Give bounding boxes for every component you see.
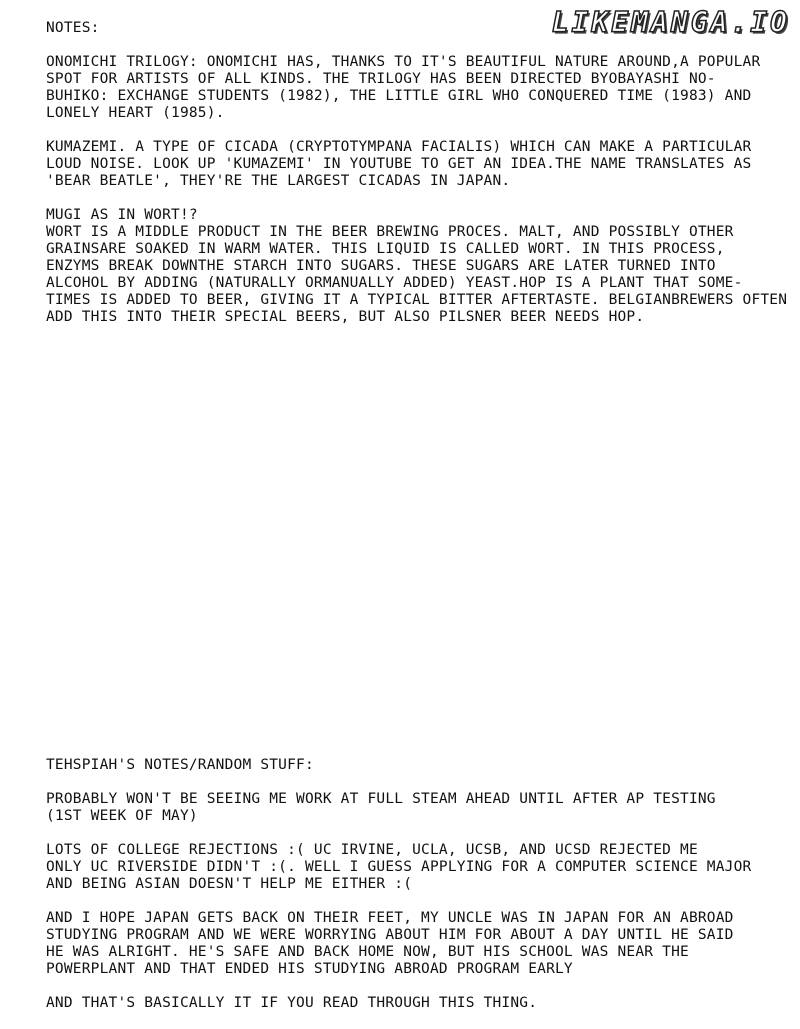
note-japan [46,910,776,978]
note-line: KUMAZEMI. A TYPE OF CICADA (CRYPTOTYMPANA FACIALIS) WHICH CAN MAKE A PARTICULAR [46,139,752,155]
note-line: AND I HOPE JAPAN GETS BACK ON THEIR FEET, MY UNCLE WAS IN JAPAN FOR AN ABROAD [46,910,734,926]
note-line: LOTS OF COLLEGE REJECTIONS :( UC IRVINE, UCLA, UCSB, AND UCSD REJECTED ME [46,842,698,858]
notes-section [46,20,788,343]
note-line: WORT IS A MIDDLE PRODUCT IN THE BEER BREWING PROCES. MALT, AND POSSIBLY OTHER [46,224,734,240]
note-line: (1ST WEEK OF MAY) [46,808,198,824]
note-onomichi-trilogy [46,54,776,122]
note-line: ADD THIS INTO THEIR SPECIAL BEERS, BUT ALSO PILSNER BEER NEEDS HOP. [46,309,645,325]
note-line: MUGI AS IN WORT!? [46,207,198,223]
note-line: ONOMICHI TRILOGY: ONOMICHI HAS, THANKS TO IT'S BEAUTIFUL NATURE AROUND,A POPULAR [46,54,761,70]
note-line: BUHIKO: EXCHANGE STUDENTS (1982), THE LITTLE GIRL WHO CONQUERED TIME (1983) AND [46,88,752,104]
tehspiah-heading: TEHSPIAH'S NOTES/RANDOM STUFF: [46,757,314,773]
note-line: HE WAS ALRIGHT. HE'S SAFE AND BACK HOME NOW, BUT HIS SCHOOL WAS NEAR THE [46,944,689,960]
note-line: ONLY UC RIVERSIDE DIDN'T :(. WELL I GUESS APPLYING FOR A COMPUTER SCIENCE MAJOR [46,859,752,875]
notes-heading: NOTES: [46,20,100,36]
note-wort [46,207,788,326]
note-closing [46,995,776,1012]
note-kumazemi [46,139,776,190]
note-line: PROBABLY WON'T BE SEEING ME WORK AT FULL STEAM AHEAD UNTIL AFTER AP TESTING [46,791,716,807]
note-line: TIMES IS ADDED TO BEER, GIVING IT A TYPICAL BITTER AFTERTASTE. BELGIANBREWERS OFTEN [46,292,788,308]
note-line: 'BEAR BEATLE', THEY'RE THE LARGEST CICADAS IN JAPAN. [46,173,511,189]
note-line: STUDYING PROGRAM AND WE WERE WORRYING ABOUT HIM FOR ABOUT A DAY UNTIL HE SAID [46,927,734,943]
tehspiah-notes-section [46,757,776,1029]
note-line: GRAINSARE SOAKED IN WARM WATER. THIS LIQUID IS CALLED WORT. IN THIS PROCESS, [46,241,725,257]
site-watermark: LIKEMANGA.IO [551,6,790,39]
note-line: LOUD NOISE. LOOK UP 'KUMAZEMI' IN YOUTUBE TO GET AN IDEA.THE NAME TRANSLATES AS [46,156,752,172]
note-line: AND THAT'S BASICALLY IT IF YOU READ THROUGH THIS THING. [46,995,538,1011]
note-line: ALCOHOL BY ADDING (NATURALLY ORMANUALLY ADDED) YEAST.HOP IS A PLANT THAT SOME- [46,275,743,291]
note-ap-testing [46,791,776,825]
note-line: POWERPLANT AND THAT ENDED HIS STUDYING ABROAD PROGRAM EARLY [46,961,573,977]
note-line: SPOT FOR ARTISTS OF ALL KINDS. THE TRILOGY HAS BEEN DIRECTED BYOBAYASHI NO- [46,71,716,87]
note-line: ENZYMS BREAK DOWNTHE STARCH INTO SUGARS. THESE SUGARS ARE LATER TURNED INTO [46,258,716,274]
note-line: AND BEING ASIAN DOESN'T HELP ME EITHER :( [46,876,413,892]
note-line: LONELY HEART (1985). [46,105,225,121]
note-college-rejections [46,842,776,893]
